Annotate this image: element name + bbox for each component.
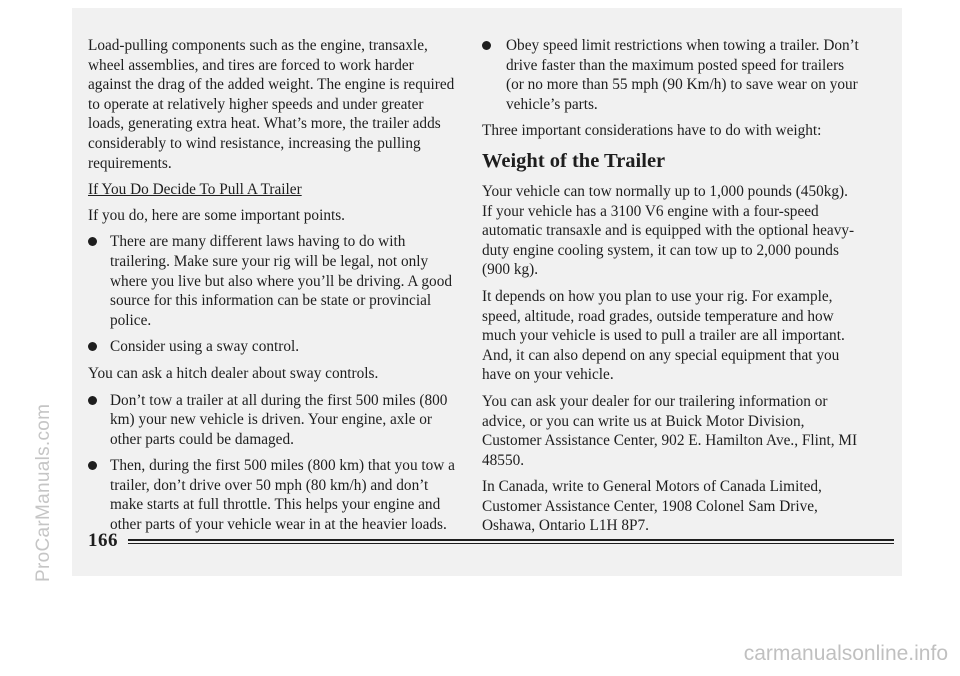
paragraph: You can ask your dealer for our trailering information or advice, or you can write us at Buick Motor Division, Customer Assistance Center, 902 E. Hamilton Ave., Flint, MI 48550. <box>482 392 858 469</box>
vertical-watermark-text: ProCarManuals.com <box>33 403 54 582</box>
list-item: Obey speed limit restrictions when towing a trailer. Don’t drive faster than the maximum posted speed for trailers (or no more than 55 mph (90 Km/h) to save wear on your vehicle’s parts. <box>482 36 860 114</box>
sway-control-note: You can ask a hitch dealer about sway controls. <box>88 364 379 382</box>
bullet-icon <box>88 461 97 470</box>
bullet-icon <box>88 237 97 246</box>
list-item: There are many different laws having to do with trailering. Make sure your rig will be legal, not only where you live but also where you’ll be driving. A good source for this information can be state or provincial police. <box>88 232 460 330</box>
list-item: Consider using a sway control. <box>88 337 460 357</box>
section-heading: Weight of the Trailer <box>482 149 666 172</box>
bullet-list-b <box>88 391 460 535</box>
list-item: Then, during the first 500 miles (800 km) that you tow a trailer, don’t drive over 50 mph (80 km/h) and don’t make starts at full throttle. This helps your engine and other parts of your vehicle wear in at the heavier loads. <box>88 456 460 534</box>
weight-intro: Three important considerations have to do with weight: <box>482 122 822 140</box>
footer-rule <box>128 539 894 545</box>
paragraph: In Canada, write to General Motors of Canada Limited, Customer Assistance Center, 1908 Colonel Sam Drive, Oshawa, Ontario L1H 8P7. <box>482 478 822 535</box>
intro-paragraph: Load-pulling components such as the engine, transaxle, wheel assemblies, and tires are forced to work harder against the drag of the added weight. The engine is required to operate at relatively higher speeds and under greater loads, generating extra heat. What’s more, the trailer adds considerably to wind resistance, increasing the pulling requirements. <box>88 37 455 172</box>
bullet-icon <box>88 342 97 351</box>
bottom-watermark: carmanualsonline.info <box>743 642 948 665</box>
bullet-list-a <box>88 232 460 357</box>
bullet-list-c <box>482 36 860 114</box>
right-column <box>482 36 860 543</box>
left-column <box>88 36 460 542</box>
lead-in-text: If you do, here are some important points. <box>88 206 346 224</box>
page-number: 166 <box>88 530 118 551</box>
paragraph: It depends on how you plan to use your rig. For example, speed, altitude, road grades, outside temperature and how much your vehicle is used to pull a trailer are all important. And, it can also depend on any special equipment that you have on your vehicle. <box>482 287 845 384</box>
paragraph: Your vehicle can tow normally up to 1,000 pounds (450kg). If your vehicle has a 3100 V6 engine with a four-speed automatic transaxle and is equipped with the optional heavy-duty engine cooling system, it can tow up to 2,000 pounds (900 kg). <box>482 182 855 279</box>
section-subheading: If You Do Decide To Pull A Trailer <box>88 181 302 199</box>
manual-page <box>72 8 902 576</box>
list-item: Don’t tow a trailer at all during the first 500 miles (800 km) your new vehicle is driven. Your engine, axle or other parts could be damaged. <box>88 391 460 450</box>
bullet-icon <box>88 396 97 405</box>
bullet-icon <box>482 41 491 50</box>
vertical-watermark <box>0 0 54 676</box>
